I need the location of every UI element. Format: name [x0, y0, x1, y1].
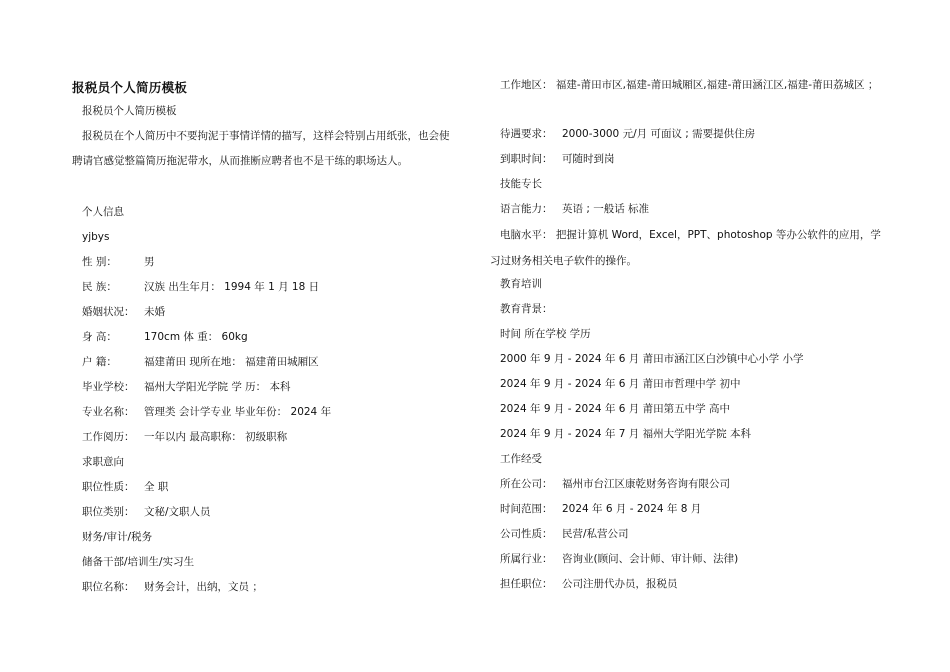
education-heading: 教育培训 — [500, 278, 542, 290]
time-range-value: 2024 年 6 月 - 2024 年 8 月 — [562, 503, 702, 515]
school-label: 毕业学校： — [82, 381, 135, 393]
salary-label: 待遇要求： — [500, 128, 553, 140]
job-type-line-2: 财务/审计/税务 — [82, 531, 153, 543]
experience-label: 工作阅历： — [82, 431, 135, 443]
job-type-value: 文秘/文职人员 — [144, 506, 211, 518]
time-range-row — [490, 502, 701, 516]
job-nature-label: 职位性质： — [82, 481, 135, 493]
education-row: 2024 年 9 月 - 2024 年 6 月 莆田市哲理中学 初中 — [500, 378, 741, 390]
document-title: 报税员个人简历模板 — [72, 80, 188, 95]
height-value: 170cm 体 重： 60kg — [144, 331, 248, 343]
major-value: 管理类 会计学专业 毕业年份： 2024 年 — [144, 406, 332, 418]
arrival-value: 可随时到岗 — [562, 153, 615, 165]
education-row: 2000 年 9 月 - 2024 年 6 月 莆田市涵江区白沙镇中心小学 小学 — [500, 353, 804, 365]
job-intent-heading: 求职意向 — [82, 456, 124, 468]
marital-value: 未婚 — [144, 306, 165, 318]
arrival-row — [490, 152, 615, 166]
job-type-label: 职位类别： — [82, 506, 135, 518]
company-nature-value: 民营/私营公司 — [562, 528, 629, 540]
gender-label: 性 别： — [82, 256, 117, 268]
salary-row — [490, 127, 755, 141]
ethnic-value: 汉族 出生年月： 1994 年 1 月 18 日 — [144, 281, 320, 293]
major-label: 专业名称： — [82, 406, 135, 418]
experience-value: 一年以内 最高职称： 初级职称 — [144, 431, 288, 443]
salary-value: 2000-3000 元/月 可面议 ; 需要提供住房 — [562, 128, 756, 140]
hukou-value: 福建莆田 现所在地： 福建莆田城厢区 — [144, 356, 319, 368]
ethnic-label: 民 族： — [82, 281, 117, 293]
language-row — [490, 202, 649, 216]
company-nature-label: 公司性质： — [500, 528, 553, 540]
job-nature-value: 全 职 — [144, 481, 169, 493]
work-area-paragraph: 工作地区： 福建-莆田市区,福建-莆田城厢区,福建-莆田涵江区,福建-莆田荔城区 ； — [500, 79, 879, 91]
education-row: 2024 年 9 月 - 2024 年 7 月 福州大学阳光学院 本科 — [500, 428, 751, 440]
work-experience-heading: 工作经受 — [500, 453, 542, 465]
marital-label: 婚姻状况： — [82, 306, 135, 318]
gender-row — [72, 255, 155, 269]
computer-skill-paragraph: 电脑水平： 把握计算机 Word，Excel，PPT、photoshop 等办公软件的应用，学习过财务相关电子软件的操作。 — [490, 229, 881, 267]
major-row — [72, 405, 331, 419]
personal-info-heading: 个人信息 — [82, 206, 124, 218]
height-label: 身 高： — [82, 331, 117, 343]
job-name-value: 财务会计，出纳，文员 ； — [144, 581, 263, 593]
position-label: 担任职位： — [500, 578, 553, 590]
education-table-header: 时间 所在学校 学历 — [500, 328, 591, 340]
marital-row — [72, 305, 165, 319]
job-name-label: 职位名称： — [82, 581, 135, 593]
position-row — [490, 577, 678, 591]
education-row: 2024 年 9 月 - 2024 年 6 月 莆田第五中学 高中 — [500, 403, 730, 415]
school-row — [72, 380, 291, 394]
hukou-row — [72, 355, 319, 369]
job-name-row — [72, 580, 263, 594]
hukou-label: 户 籍： — [82, 356, 117, 368]
site-name: yjbys — [82, 231, 110, 243]
skills-heading: 技能专长 — [500, 178, 542, 190]
gender-value: 男 — [144, 256, 155, 268]
industry-value: 咨询业(顾问、会计师、审计师、法律) — [562, 553, 739, 565]
language-label: 语言能力： — [500, 203, 553, 215]
company-nature-row — [490, 527, 629, 541]
job-nature-row — [72, 480, 168, 494]
education-background-label: 教育背景： — [500, 303, 553, 315]
experience-row — [72, 430, 287, 444]
time-range-label: 时间范围： — [500, 503, 553, 515]
ethnic-row — [72, 280, 319, 294]
job-type-line-3: 储备干部/培训生/实习生 — [82, 556, 195, 568]
language-value: 英语 ; 一般话 标准 — [562, 203, 650, 215]
company-row — [490, 477, 730, 491]
intro-paragraph: 报税员在个人简历中不要拘泥于事情详情的描写，这样会特别占用纸张，也会使聘请官感觉整篇简历拖泥带水，从而推断应聘者也不是干练的职场达人。 — [72, 130, 450, 167]
subtitle: 报税员个人简历模板 — [82, 105, 177, 117]
arrival-label: 到职时间： — [500, 153, 553, 165]
school-value: 福州大学阳光学院 学 历： 本科 — [144, 381, 291, 393]
height-row — [72, 330, 248, 344]
company-value: 福州市台江区康乾财务咨询有限公司 — [562, 478, 730, 490]
position-value: 公司注册代办员，报税员 — [562, 578, 678, 590]
job-type-row — [72, 505, 211, 519]
industry-label: 所属行业： — [500, 553, 553, 565]
industry-row — [490, 552, 738, 566]
company-label: 所在公司： — [500, 478, 553, 490]
